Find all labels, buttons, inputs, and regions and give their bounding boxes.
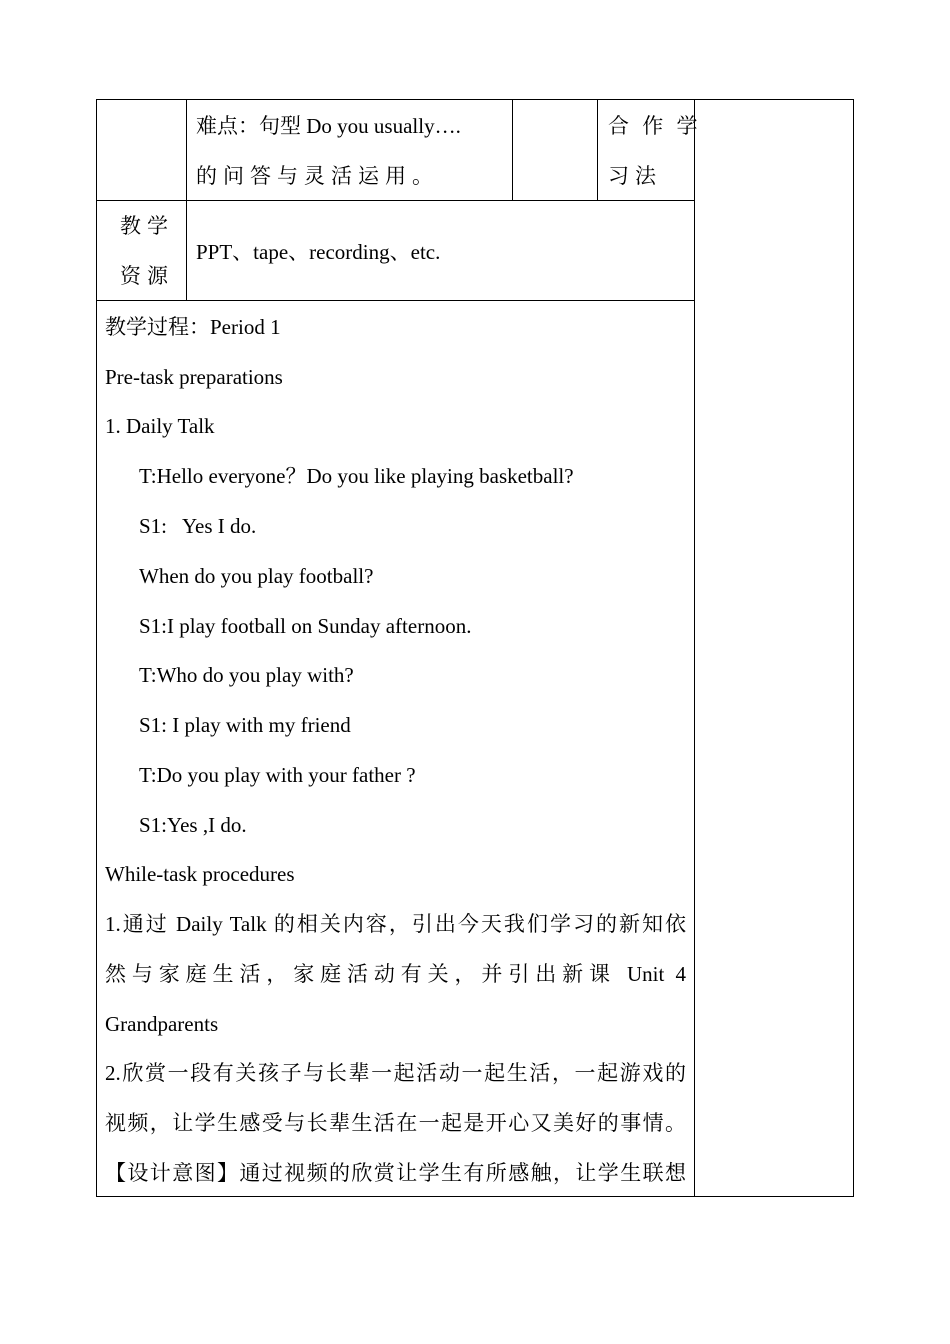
dialogue-line: T:Hello everyone？Do you like playing basketball? (139, 464, 574, 488)
step1-line2: 然与家庭生活，家庭活动有关，并引出新课 Unit 4 (105, 962, 686, 986)
table-border-bottom (96, 1196, 854, 1197)
resources-label-line2: 资源 (120, 264, 174, 288)
step2-line1: 2.欣赏一段有关孩子与长辈一起活动一起生活，一起游戏的 (105, 1061, 686, 1085)
difficulty-text-line2: 的问答与灵活运用。 (196, 164, 439, 188)
daily-talk-heading: 1. Daily Talk (105, 414, 215, 438)
method-text-line2: 习法 (608, 164, 662, 188)
table-border-left (96, 99, 97, 1197)
table-border-right (853, 99, 854, 1197)
step1-line3: Grandparents (105, 1012, 219, 1036)
dialogue-line: T:Do you play with your father ? (139, 763, 416, 787)
dialogue-line: S1: I play with my friend (139, 713, 351, 737)
step1-line1: 1.通过 Daily Talk 的相关内容，引出今天我们学习的新知依 (105, 912, 686, 936)
difficulty-text-line1: 难点：句型 Do you usually…. (196, 114, 461, 138)
process-heading: 教学过程：Period 1 (105, 315, 281, 339)
method-text-line1: 合 作 学 (608, 114, 702, 138)
dialogue-line: S1: Yes I do. (139, 514, 257, 538)
while-task-heading: While-task procedures (105, 862, 295, 886)
design-intent-line: 【设计意图】通过视频的欣赏让学生有所感触，让学生联想 (105, 1161, 686, 1185)
table-divider-notes (694, 99, 695, 1197)
resources-label-line1: 教学 (120, 214, 174, 238)
resources-value: PPT、tape、recording、etc. (196, 240, 441, 264)
dialogue-line: S1:Yes ,I do. (139, 813, 247, 837)
table-row1-divider-b (597, 99, 598, 201)
dialogue-line: When do you play football? (139, 564, 374, 588)
pre-task-heading: Pre-task preparations (105, 365, 283, 389)
table-row1-divider-a (512, 99, 513, 201)
dialogue-line: S1:I play football on Sunday afternoon. (139, 614, 472, 638)
table-label-divider (186, 99, 187, 301)
table-border-top (96, 99, 854, 100)
step2-line2: 视频，让学生感受与长辈生活在一起是开心又美好的事情。 (105, 1111, 686, 1135)
dialogue-line: T:Who do you play with? (139, 663, 354, 687)
